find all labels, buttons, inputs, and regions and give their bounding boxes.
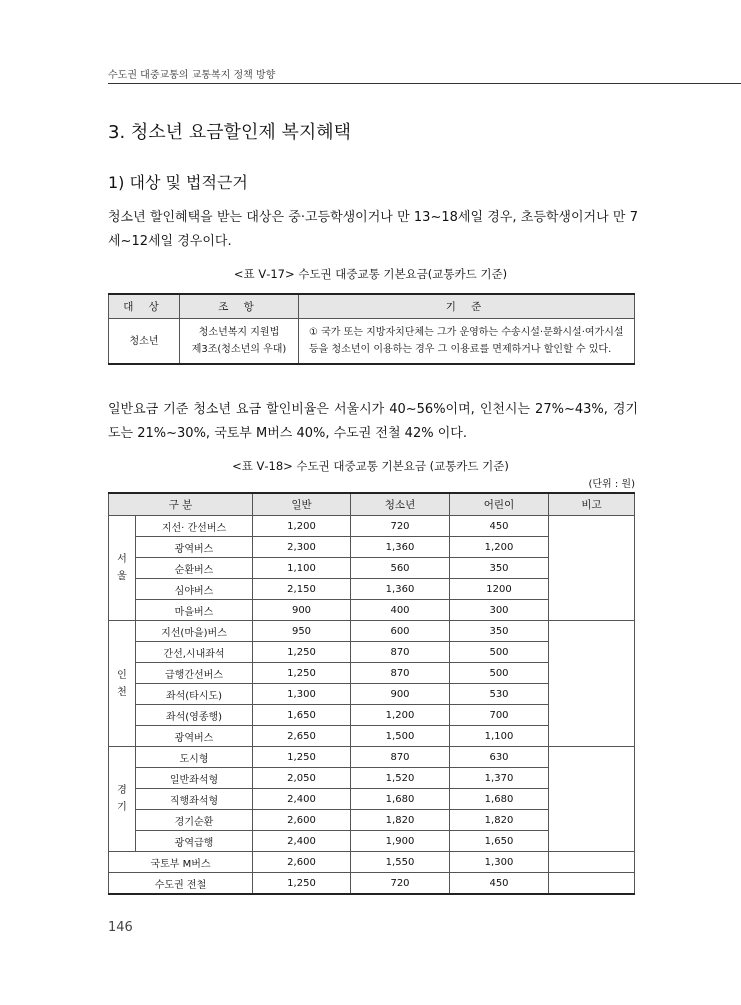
law-line: 청소년복지 지원법 xyxy=(198,327,280,338)
type-cell: 간선,시내좌석 xyxy=(136,642,253,663)
table2-caption: <표 Ⅴ-18> 수도권 대중교통 기본요금 (교통카드 기준) xyxy=(232,459,509,473)
subsection-title: 1) 대상 및 법적근거 xyxy=(108,173,248,192)
header-target: 대 상 xyxy=(109,294,180,319)
table-row xyxy=(109,319,635,365)
child-fare-cell: 1,200 xyxy=(450,537,549,558)
youth-fare-cell: 1,900 xyxy=(351,831,450,852)
child-fare-cell: 1,100 xyxy=(450,726,549,747)
youth-fare-cell: 1,360 xyxy=(351,537,450,558)
child-fare-cell: 1200 xyxy=(450,579,549,600)
general-fare-cell: 2,600 xyxy=(253,810,351,831)
child-fare-cell: 300 xyxy=(450,600,549,621)
child-fare-cell: 450 xyxy=(450,516,549,537)
table-row xyxy=(109,621,635,642)
type-cell: 경기순환 xyxy=(136,810,253,831)
header-criteria: 기 준 xyxy=(299,294,635,319)
youth-fare-cell: 600 xyxy=(351,621,450,642)
general-fare-cell: 1,200 xyxy=(253,516,351,537)
child-fare-cell: 700 xyxy=(450,705,549,726)
type-cell: 국토부 M버스 xyxy=(109,852,253,873)
youth-fare-cell: 400 xyxy=(351,600,450,621)
region-char: 서 xyxy=(117,554,127,565)
type-cell: 좌석(타시도) xyxy=(136,684,253,705)
table-row xyxy=(109,852,635,873)
general-fare-cell: 1,250 xyxy=(253,873,351,895)
general-fare-cell: 1,650 xyxy=(253,705,351,726)
child-fare-cell: 350 xyxy=(450,558,549,579)
target-cell: 청소년 xyxy=(109,319,180,365)
header-note: 비고 xyxy=(549,493,635,516)
region-char: 울 xyxy=(117,571,127,582)
header-category: 구 분 xyxy=(109,493,253,516)
child-fare-cell: 350 xyxy=(450,621,549,642)
youth-fare-cell: 1,500 xyxy=(351,726,450,747)
general-fare-cell: 2,600 xyxy=(253,852,351,873)
general-fare-cell: 1,250 xyxy=(253,663,351,684)
type-cell: 광역버스 xyxy=(136,726,253,747)
paragraph-discount: 일반요금 기준 청소년 요금 할인비율은 서울시가 40~56%이며, 인천시는 27%~43%, 경기도는 21%~30%, 국토부 M버스 40%, 수도권 전철 42% 이다. xyxy=(108,402,638,441)
table-row xyxy=(109,516,635,537)
note-cell xyxy=(549,516,635,621)
general-fare-cell: 950 xyxy=(253,621,351,642)
table-header-row xyxy=(109,294,635,319)
region-char: 인 xyxy=(117,669,127,681)
youth-fare-cell: 1,520 xyxy=(351,768,450,789)
youth-fare-cell: 1,820 xyxy=(351,810,450,831)
section-title: 3. 청소년 요금할인제 복지혜택 xyxy=(108,122,351,143)
type-cell: 심야버스 xyxy=(136,579,253,600)
header-divider xyxy=(108,83,741,84)
region-cell xyxy=(109,621,136,747)
general-fare-cell: 2,650 xyxy=(253,726,351,747)
type-cell: 광역버스 xyxy=(136,537,253,558)
note-cell xyxy=(549,873,635,895)
table-header-row xyxy=(109,493,635,516)
child-fare-cell: 1,680 xyxy=(450,789,549,810)
youth-fare-cell: 1,550 xyxy=(351,852,450,873)
general-fare-cell: 1,250 xyxy=(253,642,351,663)
fare-table xyxy=(108,492,635,895)
region-char: 경 xyxy=(117,785,127,796)
general-fare-cell: 900 xyxy=(253,600,351,621)
header-general: 일반 xyxy=(253,493,351,516)
type-cell: 수도권 전철 xyxy=(109,873,253,895)
child-fare-cell: 530 xyxy=(450,684,549,705)
child-fare-cell: 500 xyxy=(450,663,549,684)
child-fare-cell: 1,370 xyxy=(450,768,549,789)
youth-fare-cell: 1,360 xyxy=(351,579,450,600)
type-cell: 마을버스 xyxy=(136,600,253,621)
law-cell xyxy=(180,319,299,365)
youth-fare-cell: 870 xyxy=(351,642,450,663)
child-fare-cell: 1,300 xyxy=(450,852,549,873)
type-cell: 도시형 xyxy=(136,747,253,768)
region-char: 천 xyxy=(117,686,127,698)
type-cell: 순환버스 xyxy=(136,558,253,579)
general-fare-cell: 2,400 xyxy=(253,831,351,852)
unit-note: (단위 : 원) xyxy=(588,479,635,490)
header-child: 어린이 xyxy=(450,493,549,516)
table-row xyxy=(109,747,635,768)
child-fare-cell: 1,820 xyxy=(450,810,549,831)
youth-fare-cell: 560 xyxy=(351,558,450,579)
note-cell xyxy=(549,852,635,873)
criteria-cell: ① 국가 또는 지방자치단체는 그가 운영하는 수송시설·문화시설·여가시설 등을 청소년이 이용하는 경우 그 이용료를 면제하거나 할인할 수 있다. xyxy=(299,319,635,365)
region-char: 기 xyxy=(117,802,127,813)
general-fare-cell: 2,300 xyxy=(253,537,351,558)
region-cell xyxy=(109,747,136,852)
law-line: 제3조(청소년의 우대) xyxy=(191,344,287,355)
youth-fare-cell: 720 xyxy=(351,873,450,895)
table1-caption: <표 Ⅴ-17> 수도권 대중교통 기본요금(교통카드 기준) xyxy=(233,267,508,281)
type-cell: 지선· 간선버스 xyxy=(136,516,253,537)
child-fare-cell: 500 xyxy=(450,642,549,663)
youth-fare-cell: 870 xyxy=(351,747,450,768)
youth-fare-cell: 900 xyxy=(351,684,450,705)
type-cell: 직행좌석형 xyxy=(136,789,253,810)
youth-fare-cell: 720 xyxy=(351,516,450,537)
note-cell xyxy=(549,747,635,852)
general-fare-cell: 1,300 xyxy=(253,684,351,705)
type-cell: 광역급행 xyxy=(136,831,253,852)
general-fare-cell: 1,100 xyxy=(253,558,351,579)
youth-fare-cell: 1,200 xyxy=(351,705,450,726)
child-fare-cell: 630 xyxy=(450,747,549,768)
region-cell xyxy=(109,516,136,621)
child-fare-cell: 450 xyxy=(450,873,549,895)
type-cell: 지선(마을)버스 xyxy=(136,621,253,642)
header-clause: 조 항 xyxy=(180,294,299,319)
header-youth: 청소년 xyxy=(351,493,450,516)
child-fare-cell: 1,650 xyxy=(450,831,549,852)
type-cell: 일반좌석형 xyxy=(136,768,253,789)
table-row xyxy=(109,873,635,895)
page-number: 146 xyxy=(108,920,133,935)
paragraph-target: 청소년 할인혜택을 받는 대상은 중·고등학생이거나 만 13~18세일 경우, 초등학생이거나 만 7세~12세일 경우이다. xyxy=(108,210,638,249)
youth-fare-cell: 870 xyxy=(351,663,450,684)
youth-fare-cell: 1,680 xyxy=(351,789,450,810)
type-cell: 급행간선버스 xyxy=(136,663,253,684)
general-fare-cell: 2,150 xyxy=(253,579,351,600)
note-cell xyxy=(549,621,635,747)
general-fare-cell: 2,400 xyxy=(253,789,351,810)
general-fare-cell: 2,050 xyxy=(253,768,351,789)
type-cell: 좌석(영종행) xyxy=(136,705,253,726)
fare-law-table xyxy=(108,293,635,365)
general-fare-cell: 1,250 xyxy=(253,747,351,768)
running-header: 수도권 대중교통의 교통복지 정책 방향 xyxy=(108,70,276,81)
